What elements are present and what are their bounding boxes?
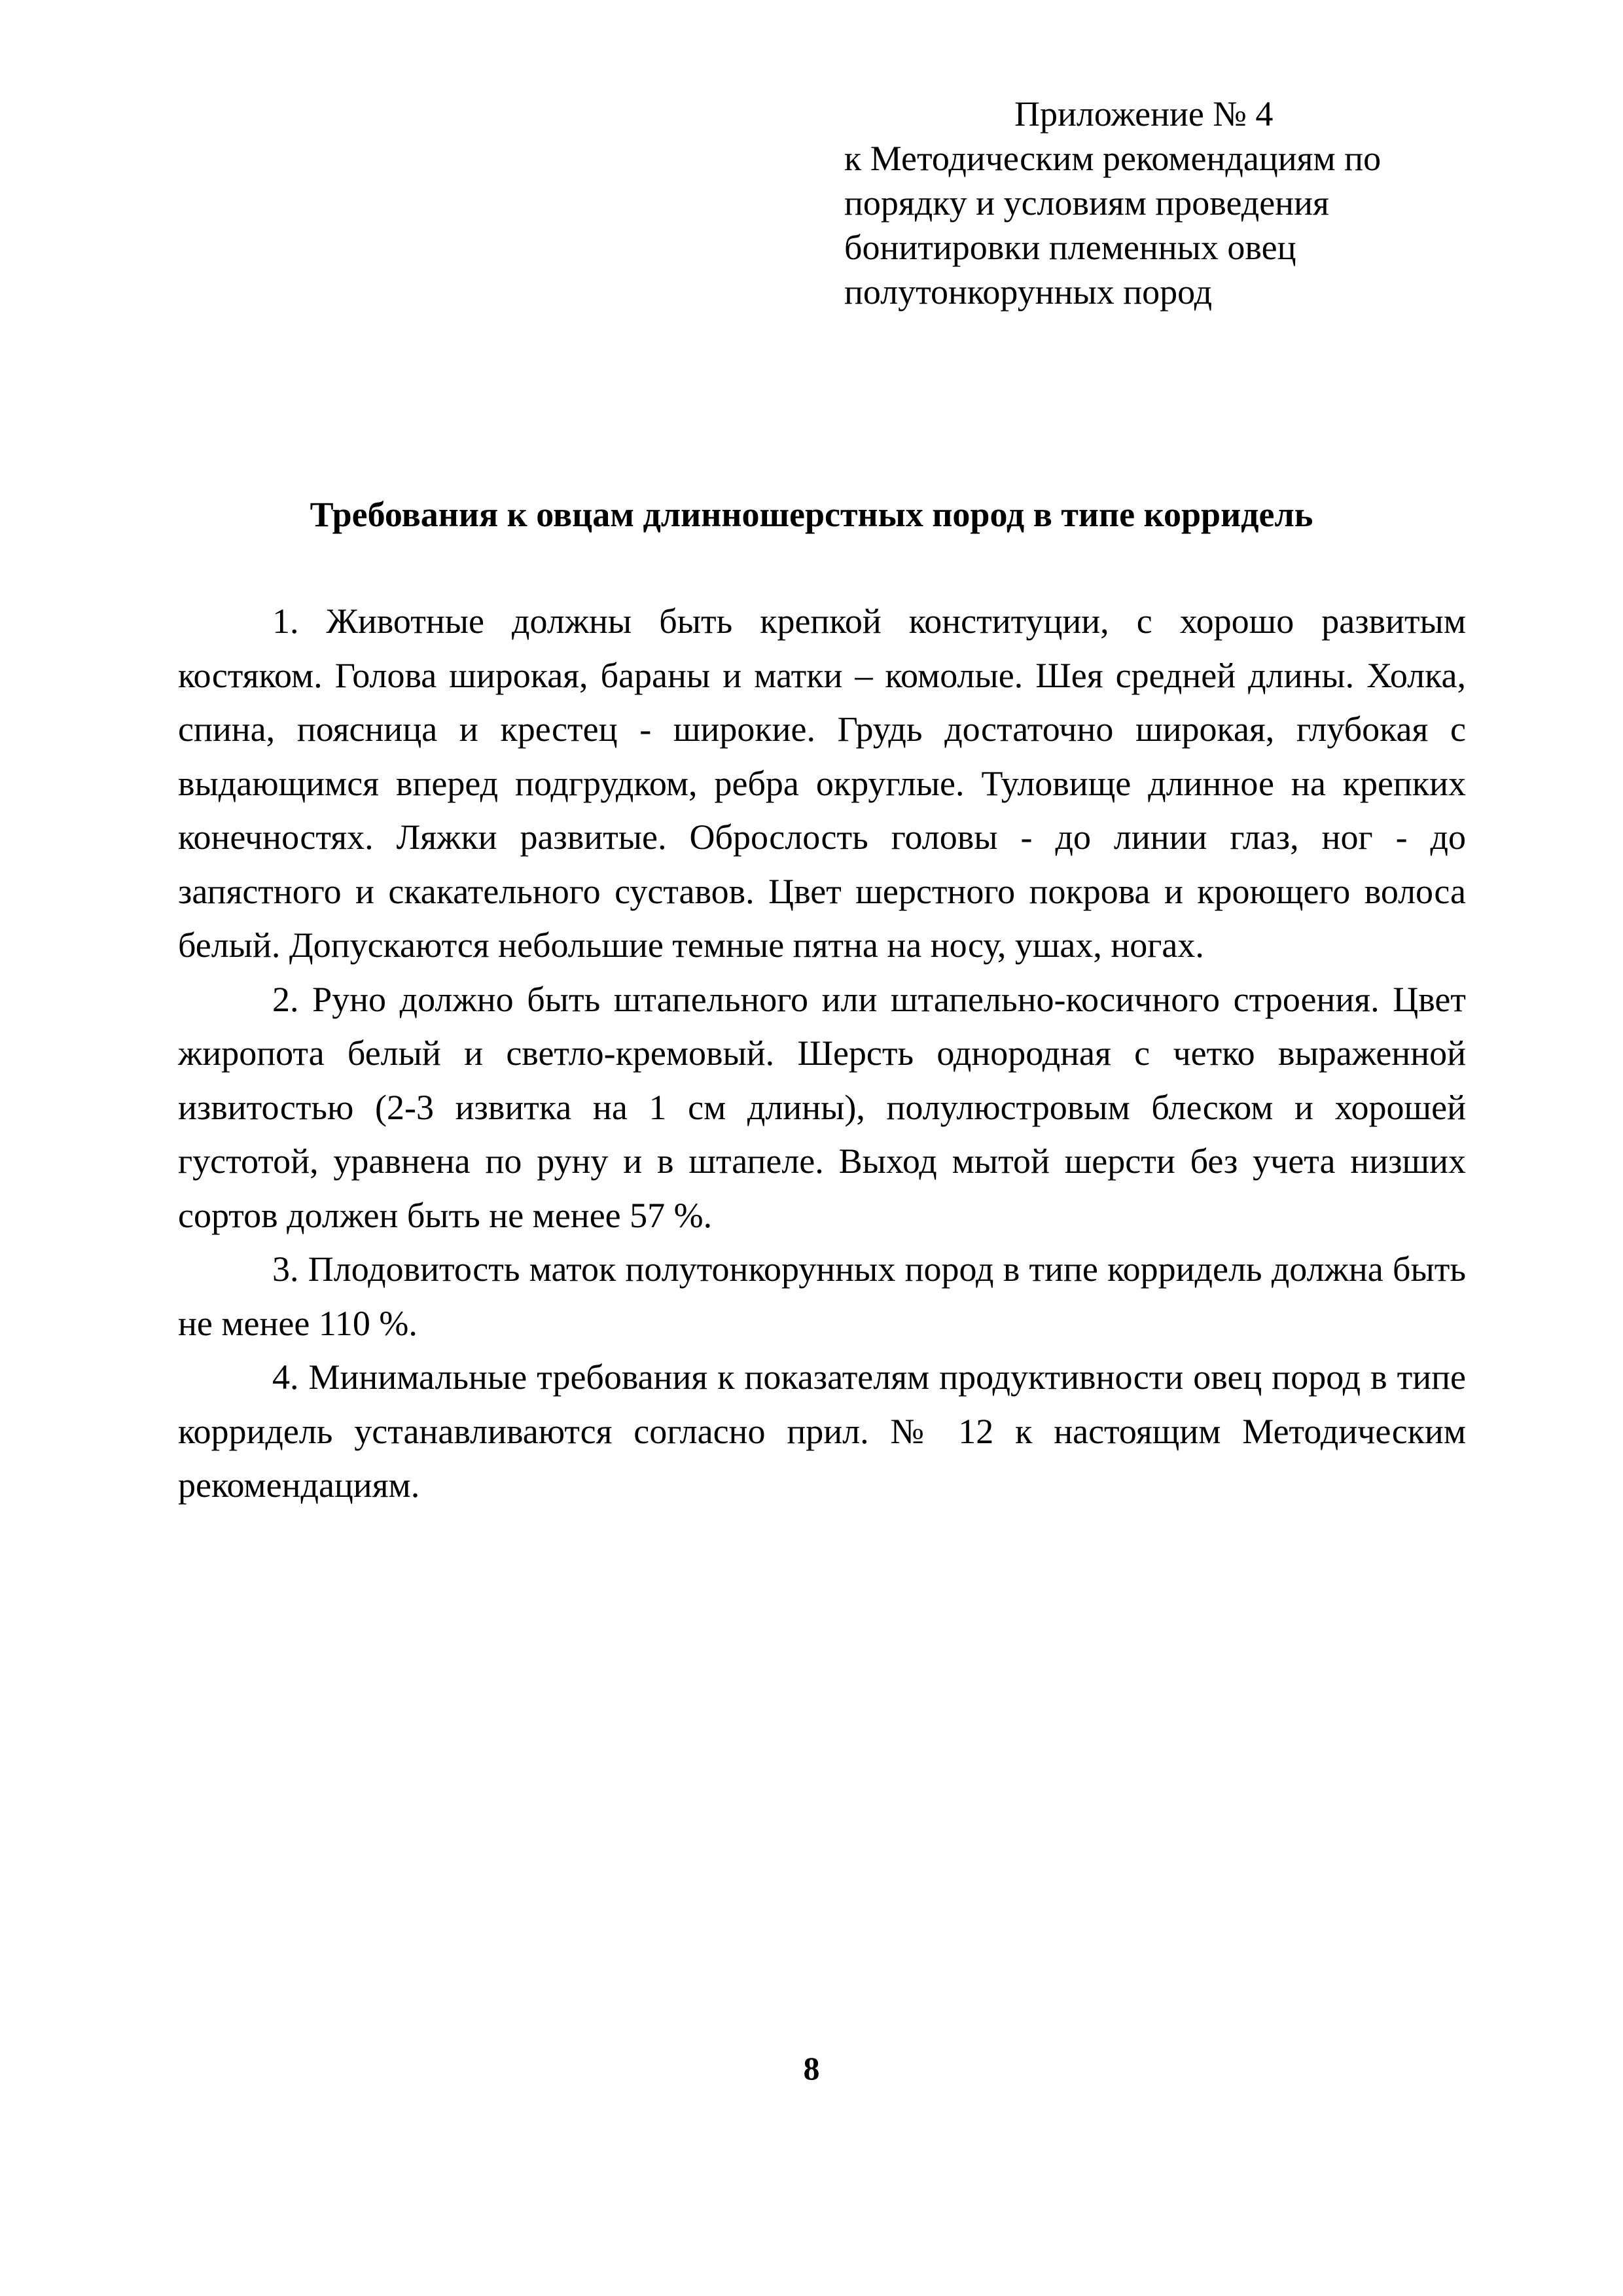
paragraph-2: 2. Руно должно быть штапельного или штапельно-косичного строения. Цвет жиропота белый и светло-кремовый. Шерсть однородная с четко выраженной извитостью (2-3 извитка на 1 см длины), полулюстровым блеском и хорошей густотой, уравнена по руну и в штапеле. Выход мытой шерсти без учета низших сортов должен быть не менее 57 %. bbox=[178, 979, 1466, 1235]
annex-line: порядку и условиям проведения bbox=[844, 183, 1329, 223]
paragraph-3: 3. Плодовитость маток полутонкорунных пород в типе корридель должна быть не менее 110 %. bbox=[178, 1249, 1466, 1343]
annex-header bbox=[844, 92, 1499, 314]
annex-line: бонитировки племенных овец bbox=[844, 228, 1296, 267]
annex-line: полутонкорунных пород bbox=[844, 272, 1213, 312]
page-number: 8 bbox=[803, 2050, 820, 2087]
paragraph-4: 4. Минимальные требования к показателям продуктивности овец пород в типе корридель устанавливаются согласно прил. № 12 к настоящим Методическим рекомендациям. bbox=[178, 1357, 1466, 1505]
annex-line: к Методическим рекомендациям по bbox=[844, 139, 1382, 178]
document-title: Требования к овцам длинношерстных пород в типе корридель bbox=[310, 495, 1313, 534]
document-body bbox=[178, 594, 1466, 1513]
paragraph-1: 1. Животные должны быть крепкой конституции, с хорошо развитым костяком. Голова широкая, бараны и матки – комолые. Шея средней длины. Холка, спина, поясница и крестец - широкие. Грудь достаточно широкая, глубокая с выдающимся вперед подгрудком, ребра округлые. Туловище длинное на крепких конечностях. Ляжки развитые. Оброслость головы - до линии глаз, ног - до запястного и скакательного суставов. Цвет шерстного покрова и кроющего волоса белый. Допускаются небольшие темные пятна на носу, ушах, ногах. bbox=[178, 601, 1466, 965]
annex-title: Приложение № 4 bbox=[1014, 94, 1274, 134]
